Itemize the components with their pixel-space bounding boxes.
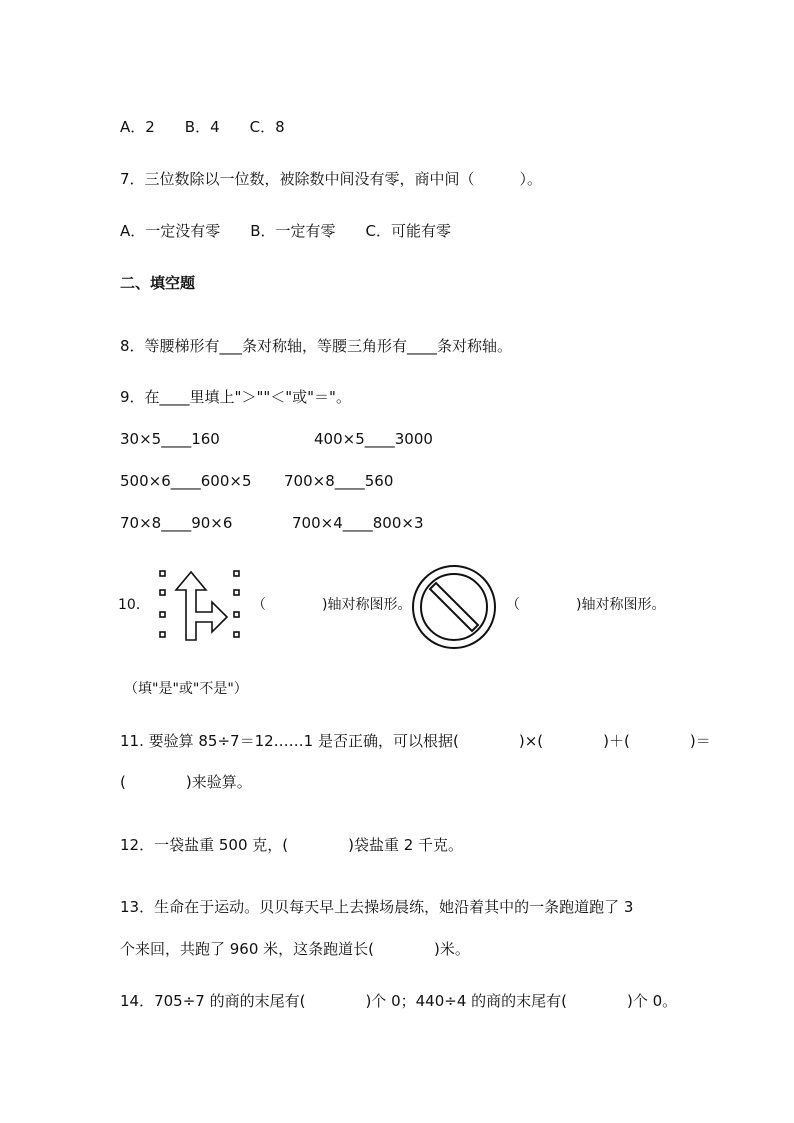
q9-row2-left: 500×6____600×5 [120,472,252,490]
turn-arrow-icon [155,568,245,644]
q9-row3-right: 700×4____800×3 [292,514,424,532]
q10-number: 10． [118,597,150,613]
q7-stem: 7．三位数除以一位数，被除数中间没有零，商中间（ ）。 [120,170,543,188]
q9-stem: 9．在____里填上"＞""＜"或"＝"。 [120,388,351,406]
q9-row2-right: 700×8____560 [284,472,394,490]
q11-line-2: ( )来验算。 [120,773,252,791]
q8-text: 8．等腰梯形有___条对称轴，等腰三角形有____条对称轴。 [120,337,513,355]
q6-options: A．2 B．4 C．8 [120,118,285,136]
prohibition-sign-icon [411,564,497,650]
q7-options: A．一定没有零 B．一定有零 C．可能有零 [120,222,452,240]
q10-note: （填"是"或"不是"） [124,681,248,697]
q10-blank-1: （ )轴对称图形。 [252,597,412,613]
section-title: 二、填空题 [120,274,196,292]
q9-row1-right: 400×5____3000 [314,430,433,448]
q10-blank-2: （ )轴对称图形。 [506,597,666,613]
q11-line-1: 11. 要验算 85÷7＝12……1 是否正确，可以根据( )×( )＋( )＝ [120,732,711,750]
q13-line-2: 个来回，共跑了 960 米，这条跑道长( )米。 [120,940,470,958]
q9-row1-left: 30×5____160 [120,430,220,448]
q13-line-1: 13．生命在于运动。贝贝每天早上去操场晨练，她沿着其中的一条跑道跑了 3 [120,898,634,916]
q14-text: 14．705÷7 的商的末尾有( )个 0；440÷4 的商的末尾有( )个 0。 [120,992,678,1010]
q9-row3-left: 70×8____90×6 [120,514,233,532]
q12-text: 12．一袋盐重 500 克，( )袋盐重 2 千克。 [120,836,464,854]
